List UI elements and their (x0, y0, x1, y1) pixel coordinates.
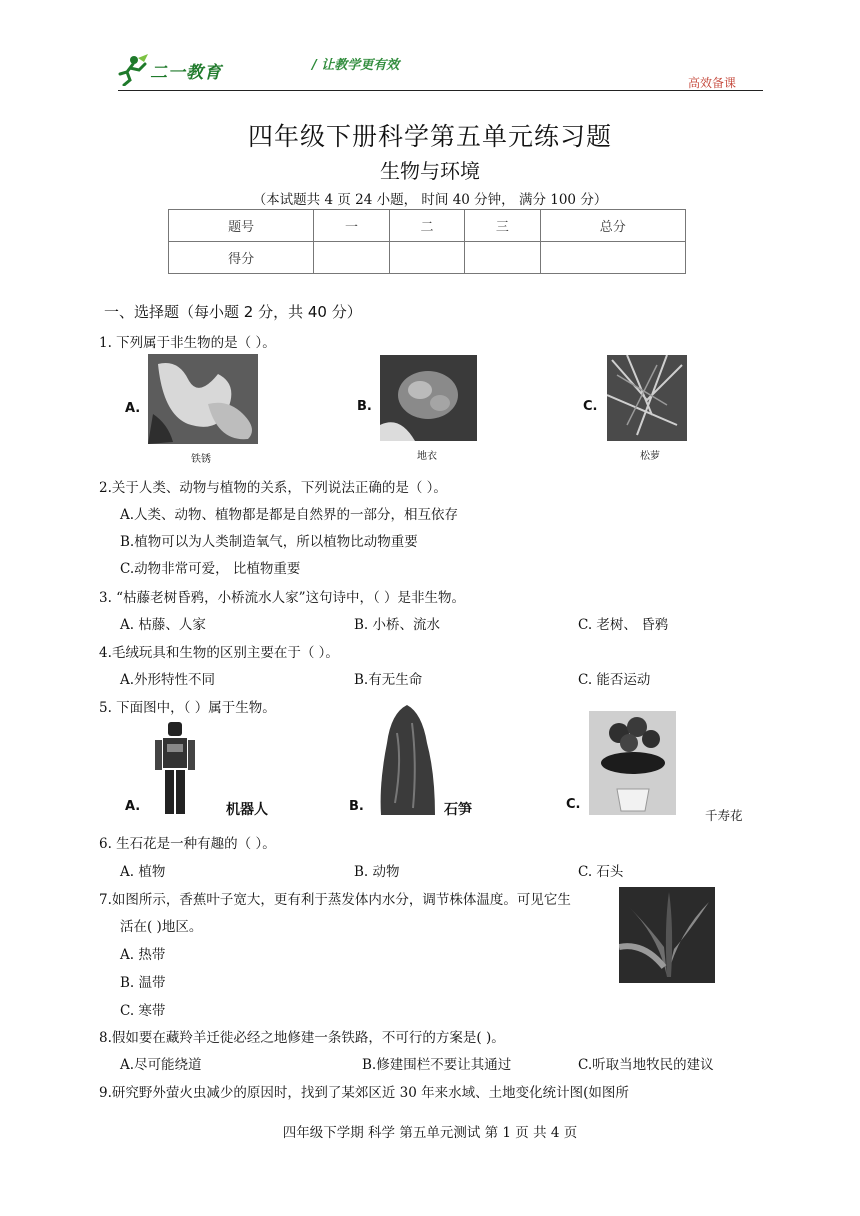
robot-photo (153, 720, 197, 818)
question-3: 3. “枯藤老树昏鸦，小桥流水人家”这句诗中，（ ）是非生物。 (99, 590, 466, 606)
tagline: 高效备课 (688, 76, 737, 90)
q8-option-b: B.修建围栏不要让其通过 (362, 1057, 512, 1073)
rust-photo (148, 354, 258, 444)
q8-option-c: C.听取当地牧民的建议 (578, 1057, 714, 1073)
q1-option-b-caption: 地衣 (417, 451, 437, 462)
question-1: 1. 下列属于非生物的是（ ）。 (99, 335, 276, 351)
kalanchoe-image-icon (589, 711, 676, 815)
rust-image-icon (148, 354, 258, 444)
score-blank-cell[interactable] (389, 242, 464, 274)
page-footer: 四年级下学期 科学 第五单元测试 第 1 页 共 4 页 (282, 1125, 578, 1141)
score-table-cell: 三 (465, 210, 540, 242)
lichen-photo (380, 355, 477, 441)
score-table (168, 209, 686, 274)
question-7-line-1: 7.如图所示，香蕉叶子宽大，更有利于蒸发体内水分，调节株体温度。可见它生 (99, 892, 571, 908)
q6-option-b: B. 动物 (354, 864, 400, 880)
q1-option-b-letter: B. (357, 399, 372, 414)
question-6: 6. 生石花是一种有趣的（ ）。 (99, 836, 276, 852)
question-7-line-2: 活在( )地区。 (120, 919, 203, 935)
question-8: 8.假如要在藏羚羊迁徙必经之地修建一条铁路，不可行的方案是( )。 (99, 1030, 505, 1046)
q7-option-b: B. 温带 (120, 975, 166, 991)
stalagmite-image-icon (377, 703, 437, 817)
q2-option-a: A.人类、动物、植物都是都是自然界的一部分，相互依存 (120, 507, 459, 523)
usnea-image-icon (607, 355, 687, 441)
question-2: 2.关于人类、动物与植物的关系，下列说法正确的是（ ）。 (99, 480, 447, 496)
runner-logo-icon (114, 54, 150, 86)
q3-option-c: C. 老树、 昏鸦 (578, 617, 669, 633)
q1-option-c-caption: 松萝 (640, 451, 660, 462)
score-table-cell: 二 (389, 210, 464, 242)
banana-plant-photo (619, 887, 715, 983)
slogan: / 让教学更有效 (312, 58, 400, 73)
q3-option-a: A. 枯藤、人家 (120, 617, 206, 633)
exam-info: （本试题共 4 页 24 小题， 时间 40 分钟， 满分 100 分） (252, 192, 608, 208)
score-blank-cell[interactable] (540, 242, 685, 274)
usnea-photo (607, 355, 687, 441)
score-blank-cell[interactable] (314, 242, 389, 274)
question-9: 9.研究野外萤火虫减少的原因时，找到了某郊区近 30 年来水域、土地变化统计图(如图所 (99, 1085, 629, 1101)
score-table-cell: 总分 (540, 210, 685, 242)
score-table-score-row (169, 242, 686, 274)
logo-text: 二一教育 (150, 63, 222, 83)
section-heading: 一、选择题（每小题 2 分，共 40 分） (104, 303, 362, 321)
score-table-cell: 题号 (169, 210, 314, 242)
q5-option-a-caption: 机器人 (226, 802, 268, 818)
q5-option-c-caption: 千寿花 (705, 808, 743, 823)
q2-option-b: B.植物可以为人类制造氧气，所以植物比动物重要 (120, 534, 418, 550)
logo (114, 52, 244, 86)
q4-option-a: A.外形特性不同 (120, 672, 216, 688)
page-title: 四年级下册科学第五单元练习题 (247, 122, 612, 151)
q5-option-b-letter: B. (349, 799, 364, 814)
question-5: 5. 下面图中，（ ）属于生物。 (99, 700, 276, 716)
q7-option-c: C. 寒带 (120, 1003, 166, 1019)
q5-option-a-letter: A. (125, 799, 141, 814)
q4-option-c: C. 能否运动 (578, 672, 651, 688)
q6-option-c: C. 石头 (578, 864, 624, 880)
q1-option-a-letter: A. (125, 401, 141, 416)
q3-option-b: B. 小桥、流水 (354, 617, 441, 633)
lichen-image-icon (380, 355, 477, 441)
q4-option-b: B.有无生命 (354, 672, 423, 688)
robot-image-icon (153, 720, 197, 818)
kalanchoe-photo (589, 711, 676, 815)
q1-option-a-caption: 铁锈 (191, 454, 211, 465)
q8-option-a: A.尽可能绕道 (120, 1057, 202, 1073)
q5-option-c-letter: C. (566, 797, 581, 812)
page-subtitle: 生物与环境 (380, 159, 480, 183)
score-table-cell: 一 (314, 210, 389, 242)
score-table-header-row (169, 210, 686, 242)
q7-option-a: A. 热带 (120, 947, 166, 963)
q2-option-c: C.动物非常可爱， 比植物重要 (120, 561, 301, 577)
question-4: 4.毛绒玩具和生物的区别主要在于（ ）。 (99, 645, 339, 661)
q5-option-b-caption: 石笋 (444, 802, 472, 818)
banana-plant-image-icon (619, 887, 715, 983)
stalagmite-photo (377, 703, 437, 817)
score-blank-cell[interactable] (465, 242, 540, 274)
q1-option-c-letter: C. (583, 399, 598, 414)
q6-option-a: A. 植物 (120, 864, 166, 880)
score-table-cell: 得分 (169, 242, 314, 274)
header-divider (118, 90, 763, 91)
